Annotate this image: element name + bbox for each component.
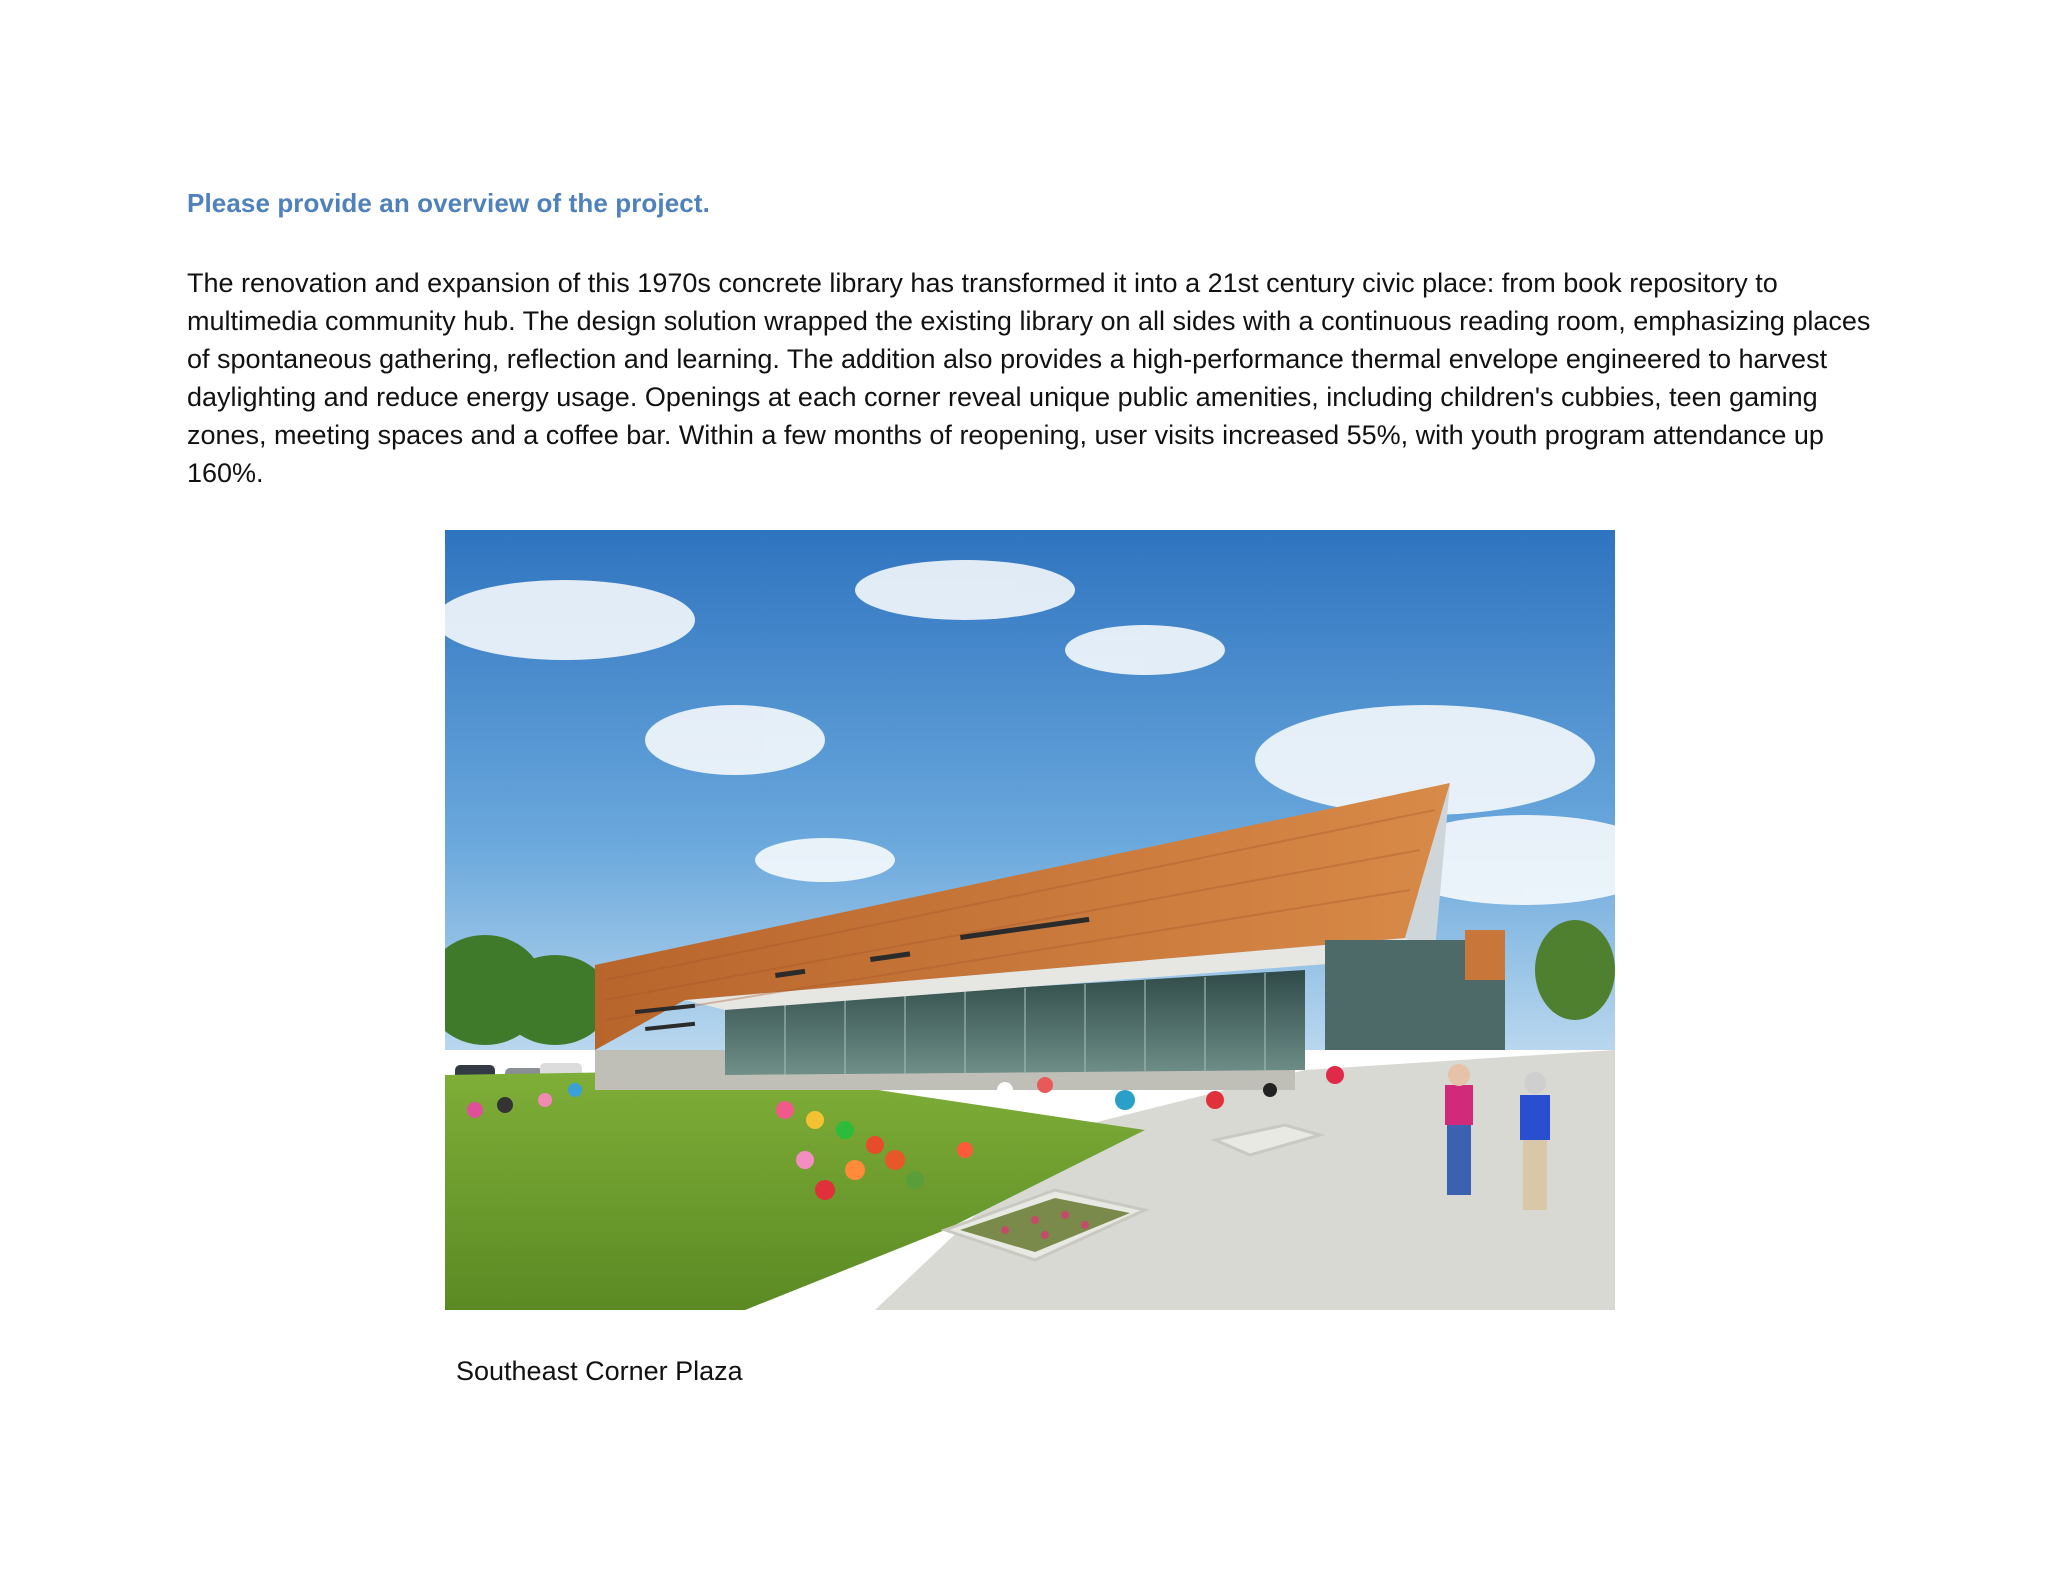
overview-paragraph: The renovation and expansion of this 1970s concrete library has transformed it into a 21st century civic place: from book repository to multimedia community hub. The design solution wrapped the existing library on all sides with a continuous reading room, emphasizing places of spontaneous gathering, reflection and learning. The addition also provides a high-performance thermal envelope engineered to harvest daylighting and reduce energy usage. Openings at each corner reveal unique public amenities, including children's cubbies, teen gaming zones, meeting spaces and a coffee bar. Within a few months of reopening, user visits increased 55%, with youth program attendance up 160%. bbox=[187, 268, 1871, 488]
section-heading: Please provide an overview of the project. bbox=[187, 188, 710, 218]
photo-caption: Southeast Corner Plaza bbox=[456, 1356, 743, 1386]
library-photo bbox=[445, 530, 1615, 1310]
